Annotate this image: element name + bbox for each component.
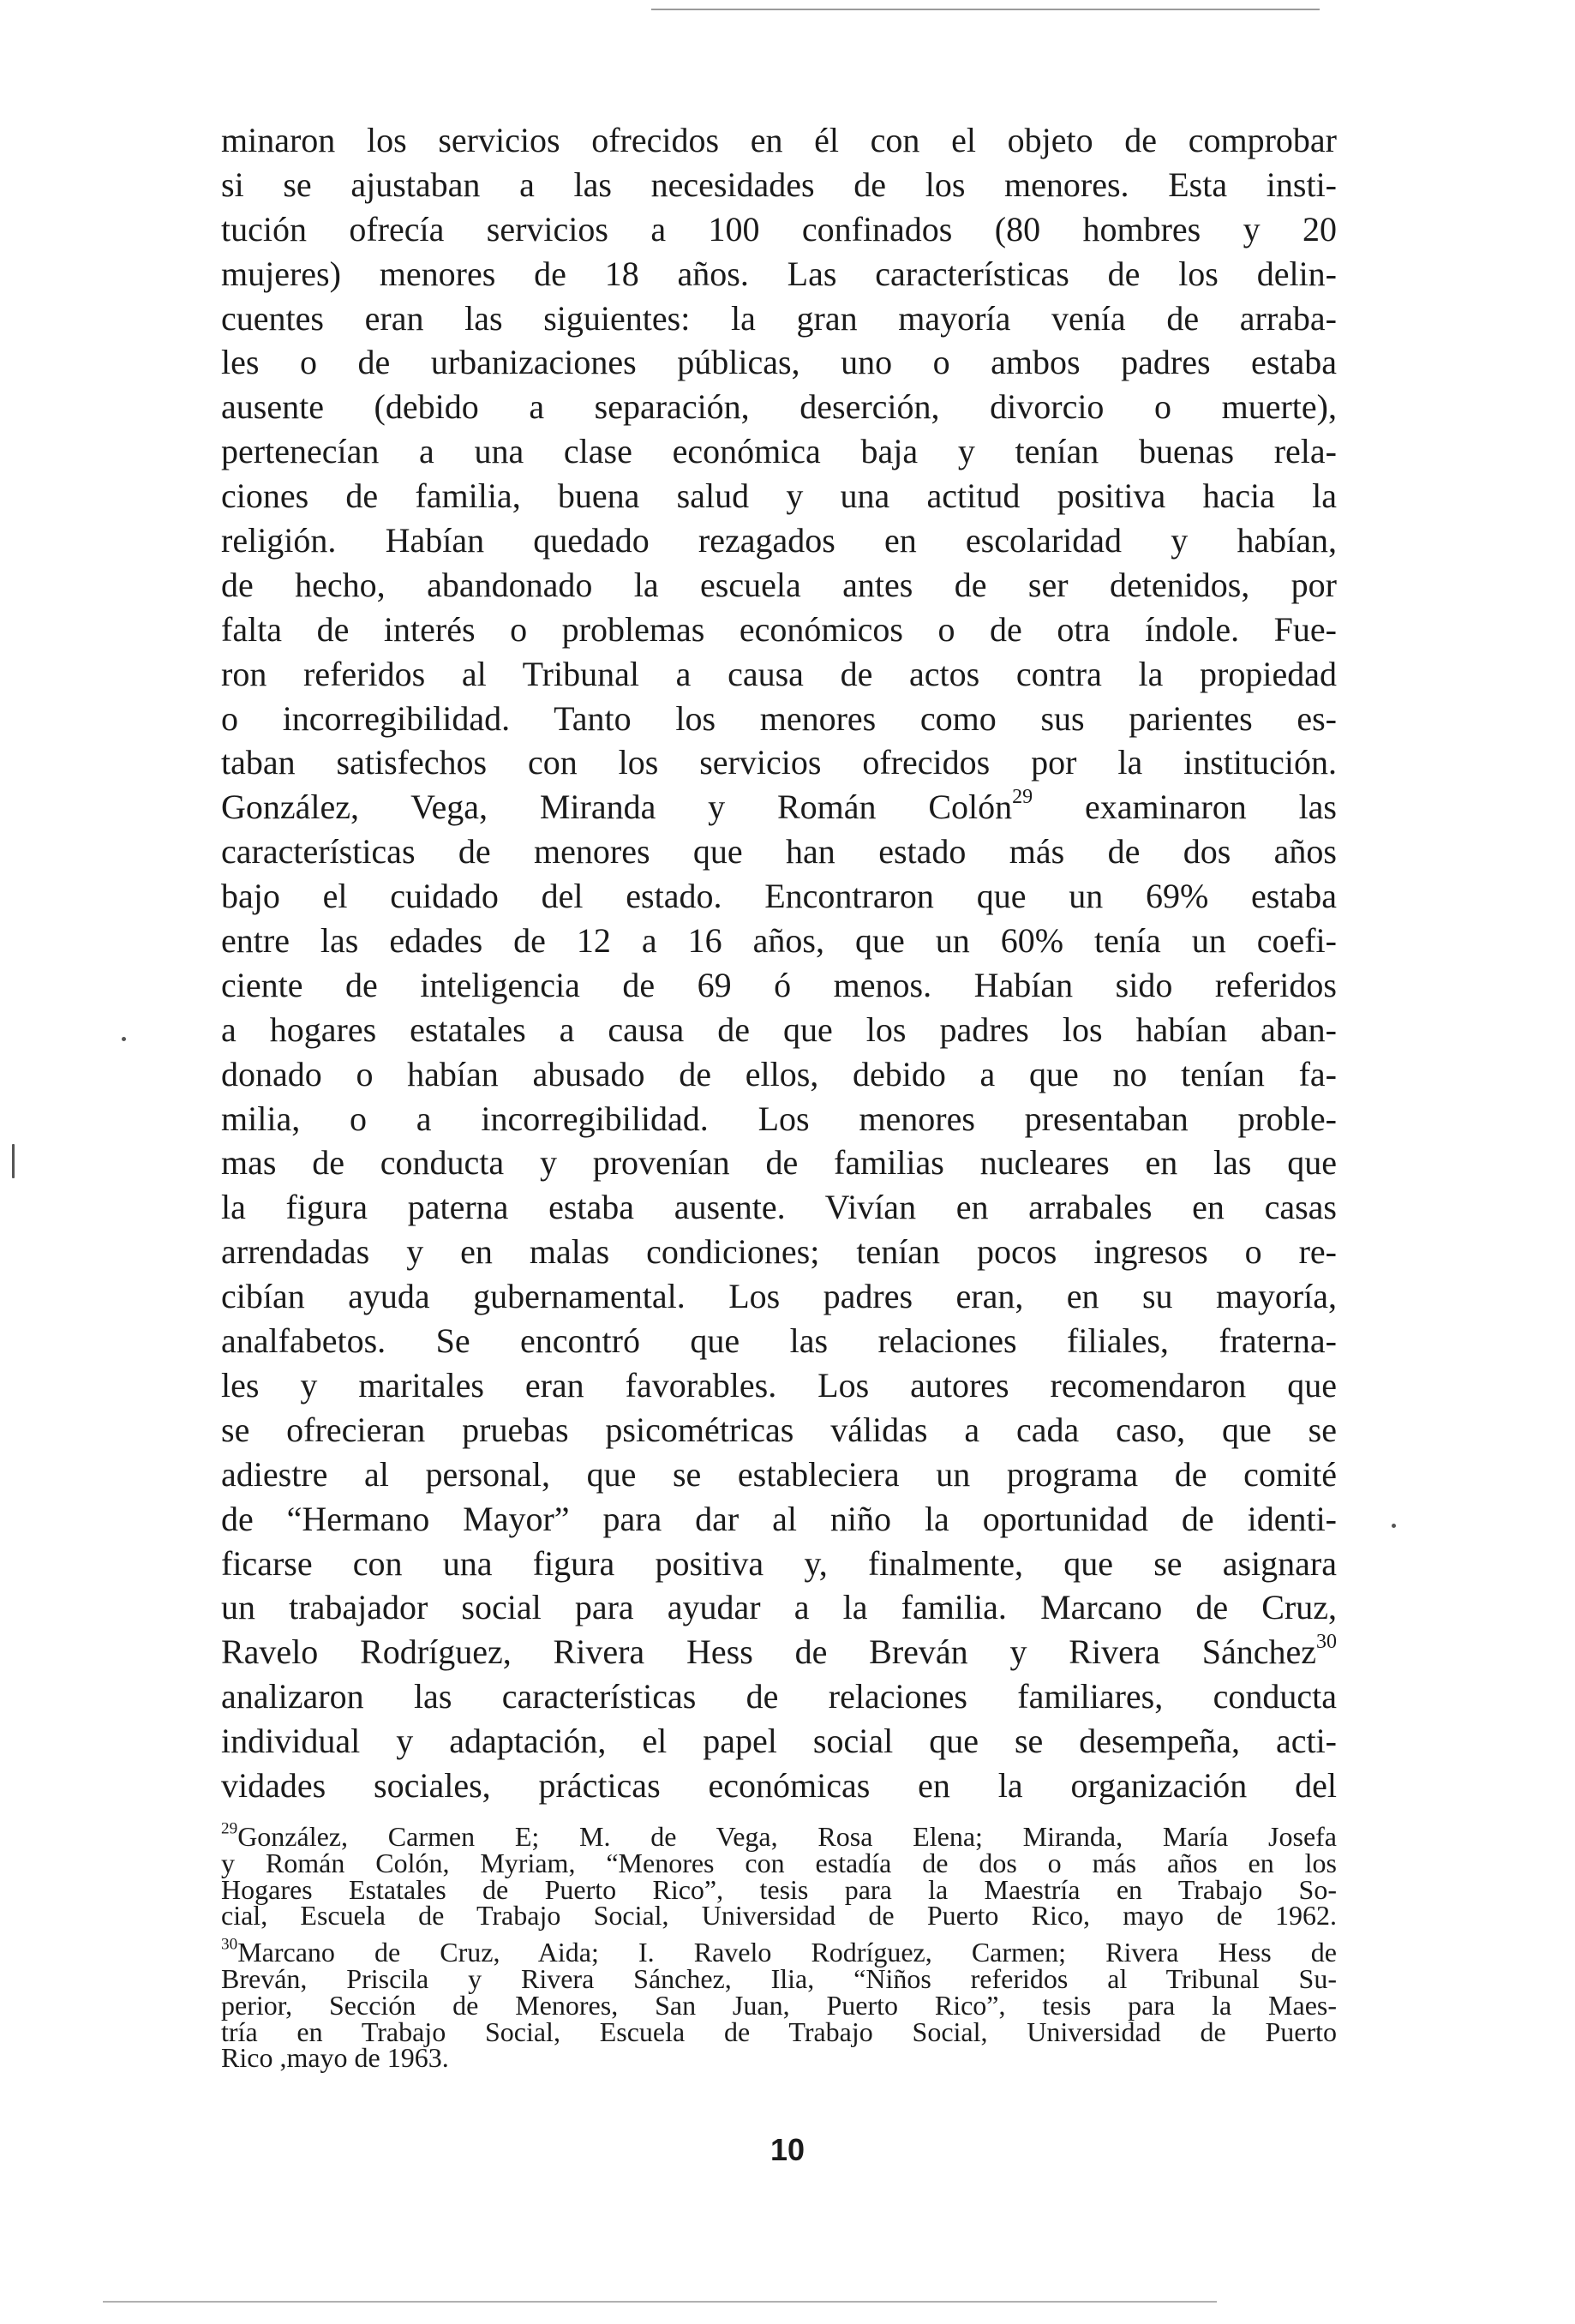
footnote-29: [221, 1819, 1337, 1932]
body-line: milia, o a incorregibilidad. Los menores presentaban proble-: [221, 1099, 1337, 1138]
page-number: 10: [770, 2132, 805, 2167]
body-line: mas de conducta y provenían de familias nucleares en las que: [221, 1143, 1337, 1183]
body-line: entre las edades de 12 a 16 años, que un 60% tenía un coefi-: [221, 921, 1337, 961]
body-line: donado o habían abusado de ellos, debido a que no tenían fa-: [221, 1054, 1337, 1093]
body-line: les y maritales eran favorables. Los autores recomendaron que: [221, 1365, 1337, 1405]
footnote-line: Breván, Priscila y Rivera Sánchez, Ilia, “Niños referidos al Tribunal Su-: [221, 1962, 1337, 1994]
body-line: mujeres) menores de 18 años. Las características de los delin-: [221, 254, 1337, 293]
body-line: o incorregibilidad. Tanto los menores como sus parientes es-: [221, 698, 1337, 738]
footnote-text: González, Carmen E; M. de Vega, Rosa Elena; Miranda, María Josefa: [237, 1821, 1337, 1852]
body-line: de hecho, abandonado la escuela antes de ser detenidos, por: [221, 565, 1337, 604]
body-line: de “Hermano Mayor” para dar al niño la oportunidad de identi-: [221, 1499, 1337, 1538]
body-line: ficarse con una figura positiva y, finalmente, que se asignara: [221, 1543, 1337, 1583]
body-line: a hogares estatales a causa de que los padres los habían aban-: [221, 1009, 1337, 1049]
footnote-line: [221, 1935, 1337, 1968]
footnote-line: perior, Sección de Menores, San Juan, Puerto Rico”, tesis para la Maes-: [221, 1989, 1337, 2021]
scan-speck: [1392, 1524, 1396, 1528]
footnote-line: tría en Trabajo Social, Escuela de Trabajo Social, Universidad de Puerto: [221, 2016, 1337, 2047]
top-edge-rule: [651, 9, 1320, 10]
body-line: minaron los servicios ofrecidos en él con el objeto de comprobar: [221, 121, 1337, 159]
body-line: cuentes eran las siguientes: la gran mayoría venía de arraba-: [221, 298, 1337, 338]
body-line: ciones de familia, buena salud y una actitud positiva hacia la: [221, 476, 1337, 516]
body-line: si se ajustaban a las necesidades de los menores. Esta insti-: [221, 165, 1337, 204]
body-line: cibían ayuda gubernamental. Los padres eran, en su mayoría,: [221, 1277, 1337, 1316]
body-line: un trabajador social para ayudar a la familia. Marcano de Cruz,: [221, 1588, 1337, 1627]
body-line: falta de interés o problemas económicos o de otra índole. Fue-: [221, 609, 1337, 649]
scan-mark: [12, 1144, 15, 1178]
body-line: características de menores que han estado más de dos años: [221, 832, 1337, 872]
body-line: tución ofrecía servicios a 100 confinados (80 hombres y 20: [221, 209, 1337, 249]
body-line-head: González, Vega, Miranda y Román Colón: [221, 788, 1013, 827]
footnote-line: [221, 1819, 1337, 1852]
footnote-line: cial, Escuela de Trabajo Social, Universidad de Puerto Rico, mayo de 1962.: [221, 1900, 1337, 1932]
body-line: vidades sociales, prácticas económicas en la organización del: [221, 1765, 1337, 1805]
body-line: ron referidos al Tribunal a causa de actos contra la propiedad: [221, 654, 1337, 693]
bottom-edge-rule: [103, 2301, 1217, 2303]
body-line: pertenecían a una clase económica baja y tenían buenas rela-: [221, 432, 1337, 471]
body-line: taban satisfechos con los servicios ofrecidos por la institución.: [221, 743, 1337, 782]
body-line-with-ref-29: [221, 785, 1337, 830]
footnote-line: Hogares Estatales de Puerto Rico”, tesis para la Maestría en Trabajo So-: [221, 1873, 1337, 1905]
body-line-with-ref-30: [221, 1630, 1337, 1674]
body-line: individual y adaptación, el papel social que se desempeña, acti-: [221, 1722, 1337, 1761]
body-line-head: Ravelo Rodríguez, Rivera Hess de Breván y Rivera Sánchez: [221, 1632, 1316, 1672]
footnote-30: [221, 1935, 1337, 2074]
body-line: adiestre al personal, que se estableciera un programa de comité: [221, 1454, 1337, 1494]
footnote-ref-30: 30: [1316, 1631, 1337, 1654]
body-line: ciente de inteligencia de 69 ó menos. Habían sido referidos: [221, 965, 1337, 1004]
body-line: la figura paterna estaba ausente. Vivían en arrabales en casas: [221, 1188, 1337, 1227]
footnotes: [221, 1819, 1337, 2074]
body-line: religión. Habían quedado rezagados en escolaridad y habían,: [221, 521, 1337, 560]
body-line: arrendadas y en malas condiciones; tenían pocos ingresos o re-: [221, 1232, 1337, 1272]
body-line: analfabetos. Se encontró que las relaciones filiales, fraterna-: [221, 1321, 1337, 1361]
footnote-line: y Román Colón, Myriam, “Menores con estadía de dos o más años en los: [221, 1847, 1337, 1878]
body-line: analizaron las características de relaciones familiares, conducta: [221, 1677, 1337, 1716]
body-line: les o de urbanizaciones públicas, uno o ambos padres estaba: [221, 343, 1337, 382]
footnote-marker: 29: [221, 1819, 238, 1838]
body-text: [221, 118, 1337, 1808]
body-line: se ofrecieran pruebas psicométricas válidas a cada caso, que se: [221, 1410, 1337, 1449]
footnote-ref-29: 29: [1012, 786, 1033, 809]
body-line-tail: examinaron las: [1084, 788, 1338, 827]
footnote-text: Marcano de Cruz, Aida; I. Ravelo Rodríguez, Carmen; Rivera Hess de: [237, 1937, 1337, 1968]
scan-speck: [122, 1037, 126, 1041]
body-line: ausente (debido a separación, deserción, divorcio o muerte),: [221, 387, 1337, 427]
body-line: bajo el cuidado del estado. Encontraron que un 69% estaba: [221, 877, 1337, 916]
footnote-marker: 30: [221, 1935, 238, 1954]
footnote-line: Rico ,mayo de 1963.: [221, 2042, 449, 2074]
